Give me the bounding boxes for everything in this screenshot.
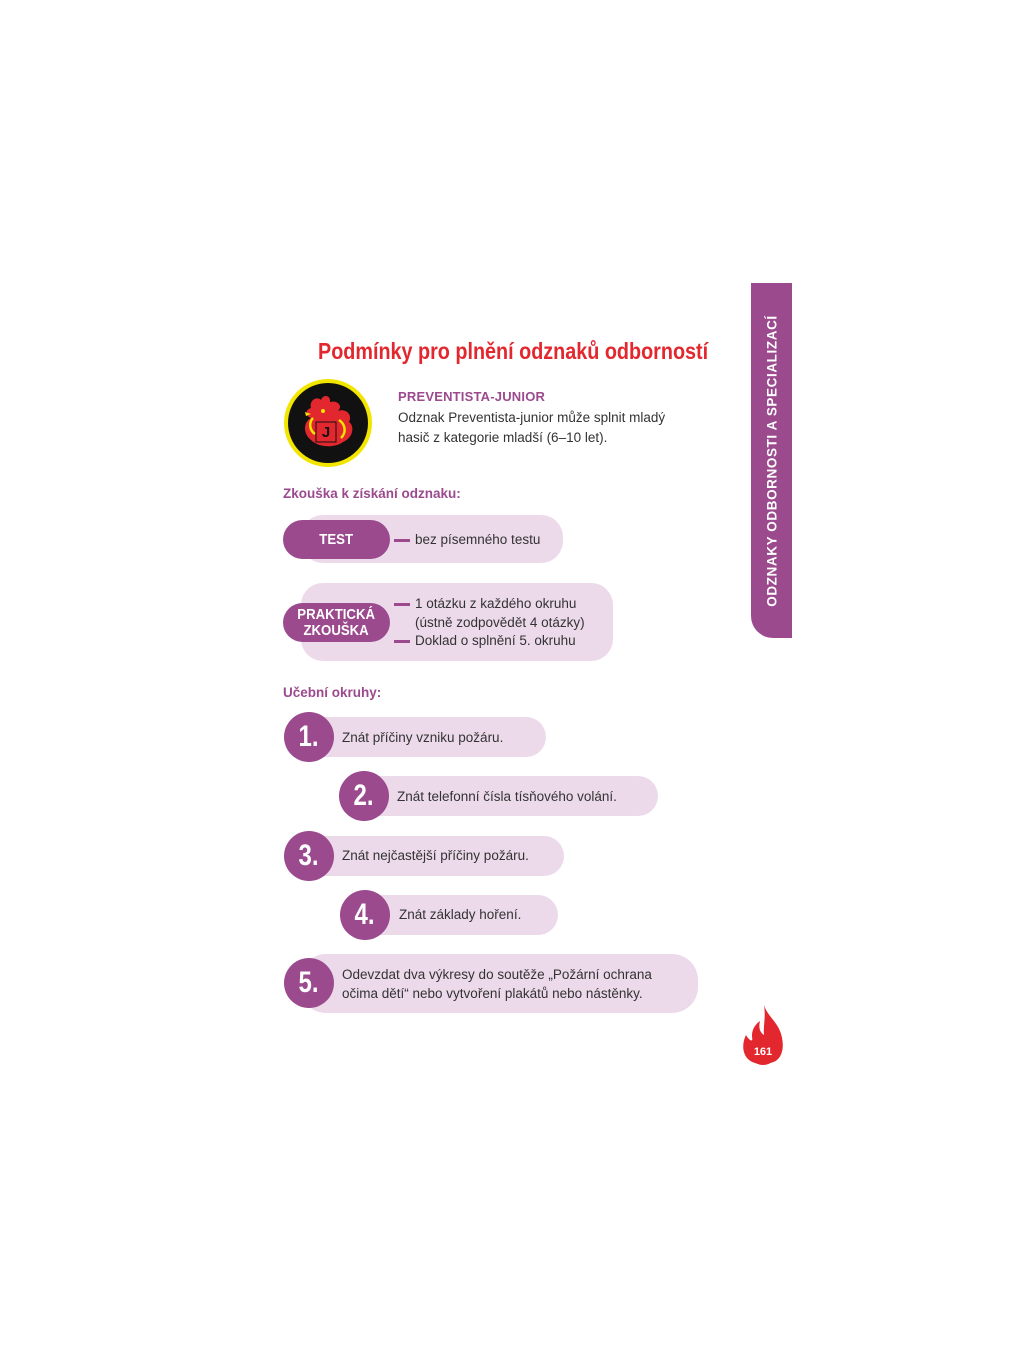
page-title: Podmínky pro plnění odznaků odborností xyxy=(318,338,709,364)
flame-icon xyxy=(740,1003,786,1067)
side-tab-label: ODZNAKY ODBORNOSTI A SPECIALIZACÍ xyxy=(764,314,779,607)
topic-number: 5. xyxy=(284,958,334,1008)
test-item: bez písemného testu xyxy=(415,532,541,547)
topics-heading: Učební okruhy: xyxy=(283,685,382,700)
practical-item: 1 otázku z každého okruhu xyxy=(415,596,577,611)
topic-text: Znát nejčastější příčiny požáru. xyxy=(342,848,529,863)
exam-heading: Zkouška k získání odznaku: xyxy=(283,486,461,501)
topic-text: Odevzdat dva výkresy do soutěže „Požární ochrana xyxy=(342,967,652,982)
topic-text: Znát telefonní čísla tísňového volání. xyxy=(397,789,617,804)
topic-number: 1. xyxy=(284,712,334,762)
badge-description: Odznak Preventista-junior může splnit mladý hasič z kategorie mladší (6–10 let). xyxy=(398,410,666,445)
topic-number: 3. xyxy=(284,831,334,881)
dash-marker xyxy=(394,539,410,542)
topic-number: 4. xyxy=(340,890,390,940)
preventista-junior-badge-icon xyxy=(283,378,373,468)
topic-text: očima dětí“ nebo vytvoření plakátů nebo nástěnky. xyxy=(342,986,643,1001)
dash-marker xyxy=(394,603,410,606)
badge-letter: J xyxy=(321,424,331,441)
dash-marker xyxy=(394,640,410,643)
side-tab xyxy=(751,283,792,638)
test-label: TEST xyxy=(283,520,390,559)
topic-text: Znát základy hoření. xyxy=(399,907,522,922)
badge-name: PREVENTISTA-JUNIOR xyxy=(398,389,546,404)
topic-number: 2. xyxy=(339,771,389,821)
topic-text: Znát příčiny vzniku požáru. xyxy=(342,730,504,745)
practical-item: (ústně zodpovědět 4 otázky) xyxy=(415,615,585,630)
practical-label: PRAKTICKÁ ZKOUŠKA xyxy=(283,603,390,642)
topic-box xyxy=(300,954,698,1013)
practical-item: Doklad o splnění 5. okruhu xyxy=(415,633,576,648)
page-number: 161 xyxy=(753,1046,773,1058)
